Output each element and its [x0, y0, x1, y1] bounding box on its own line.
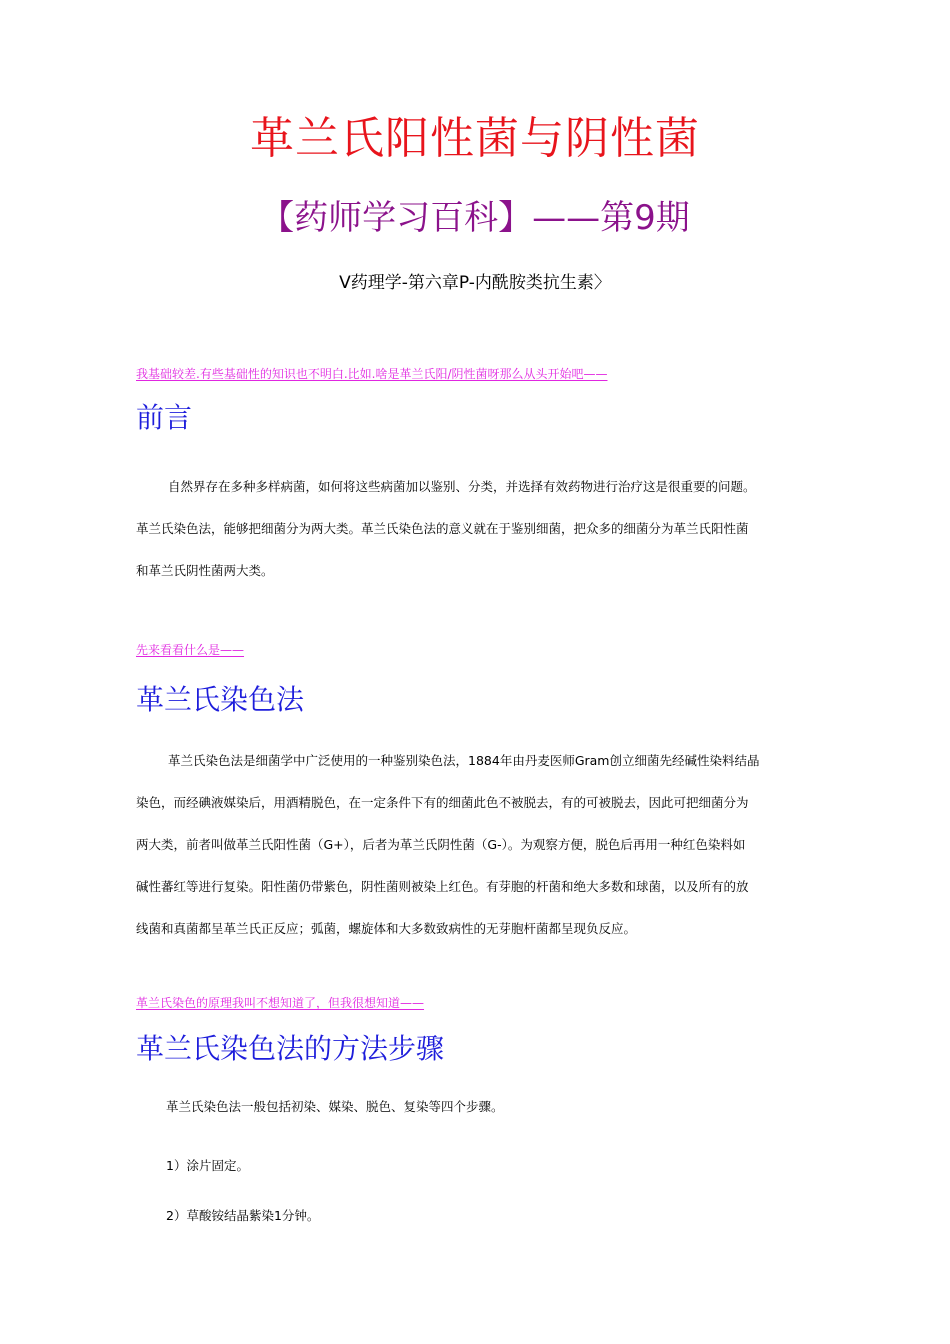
document-title: 革兰氏阳性菌与阴性菌 — [250, 113, 700, 164]
document-subtitle: 【药师学习百科】——第9期 — [260, 198, 690, 238]
step-item: 2）草酸铵结晶紫染1分钟。 — [166, 1208, 320, 1223]
section-paragraph — [136, 740, 816, 950]
teaser-link[interactable]: 我基础较差.有些基础性的知识也不明白.比如.啥是革兰氏阳/阴性菌呀那么从头开始吧—— — [136, 367, 608, 381]
teaser-link[interactable]: 革兰氏染色的原理我叫不想知道了，但我很想知道—— — [136, 996, 425, 1010]
paragraph-line: 碱性蕃红等进行复染。阳性菌仍带紫色，阴性菌则被染上红色。有芽胞的杆菌和绝大多数和球菌，以及所有的放 — [136, 879, 749, 894]
section-heading: 革兰氏染色法的方法步骤 — [136, 1032, 445, 1065]
step-item: 1）涂片固定。 — [166, 1158, 249, 1173]
paragraph-line: 自然界存在多种多样病菌，如何将这些病菌加以鉴别、分类，并选择有效药物进行治疗这是很重要的问题。 — [168, 479, 756, 494]
paragraph-line: 两大类，前者叫做革兰氏阳性菌（G+），后者为革兰氏阴性菌（G-）。为观察方便，脱色后再用一种红色染料如 — [136, 837, 746, 852]
paragraph-line: 革兰氏染色法是细菌学中广泛使用的一种鉴别染色法，1884年由丹麦医师Gram创立细菌先经碱性染料结晶 — [168, 753, 760, 768]
breadcrumb: V药理学-第六章P-内酰胺类抗生素〉 — [339, 273, 611, 293]
paragraph-line: 和革兰氏阴性菌两大类。 — [136, 563, 274, 578]
paragraph-line: 线菌和真菌都呈革兰氏正反应；弧菌，螺旋体和大多数致病性的无芽胞杆菌都呈现负反应。 — [136, 921, 637, 936]
steps-intro: 革兰氏染色法一般包括初染、媒染、脱色、复染等四个步骤。 — [166, 1099, 504, 1114]
section-paragraph — [136, 466, 816, 592]
paragraph-line: 革兰氏染色法，能够把细菌分为两大类。革兰氏染色法的意义就在于鉴别细菌，把众多的细菌分为革兰氏阳性菌 — [136, 521, 749, 536]
section-heading: 革兰氏染色法 — [136, 683, 305, 716]
section-heading: 前言 — [136, 401, 193, 434]
teaser-link[interactable]: 先来看看什么是—— — [136, 643, 245, 657]
paragraph-line: 染色，而经碘液媒染后，用酒精脱色，在一定条件下有的细菌此色不被脱去，有的可被脱去，因此可把细菌分为 — [136, 795, 749, 810]
